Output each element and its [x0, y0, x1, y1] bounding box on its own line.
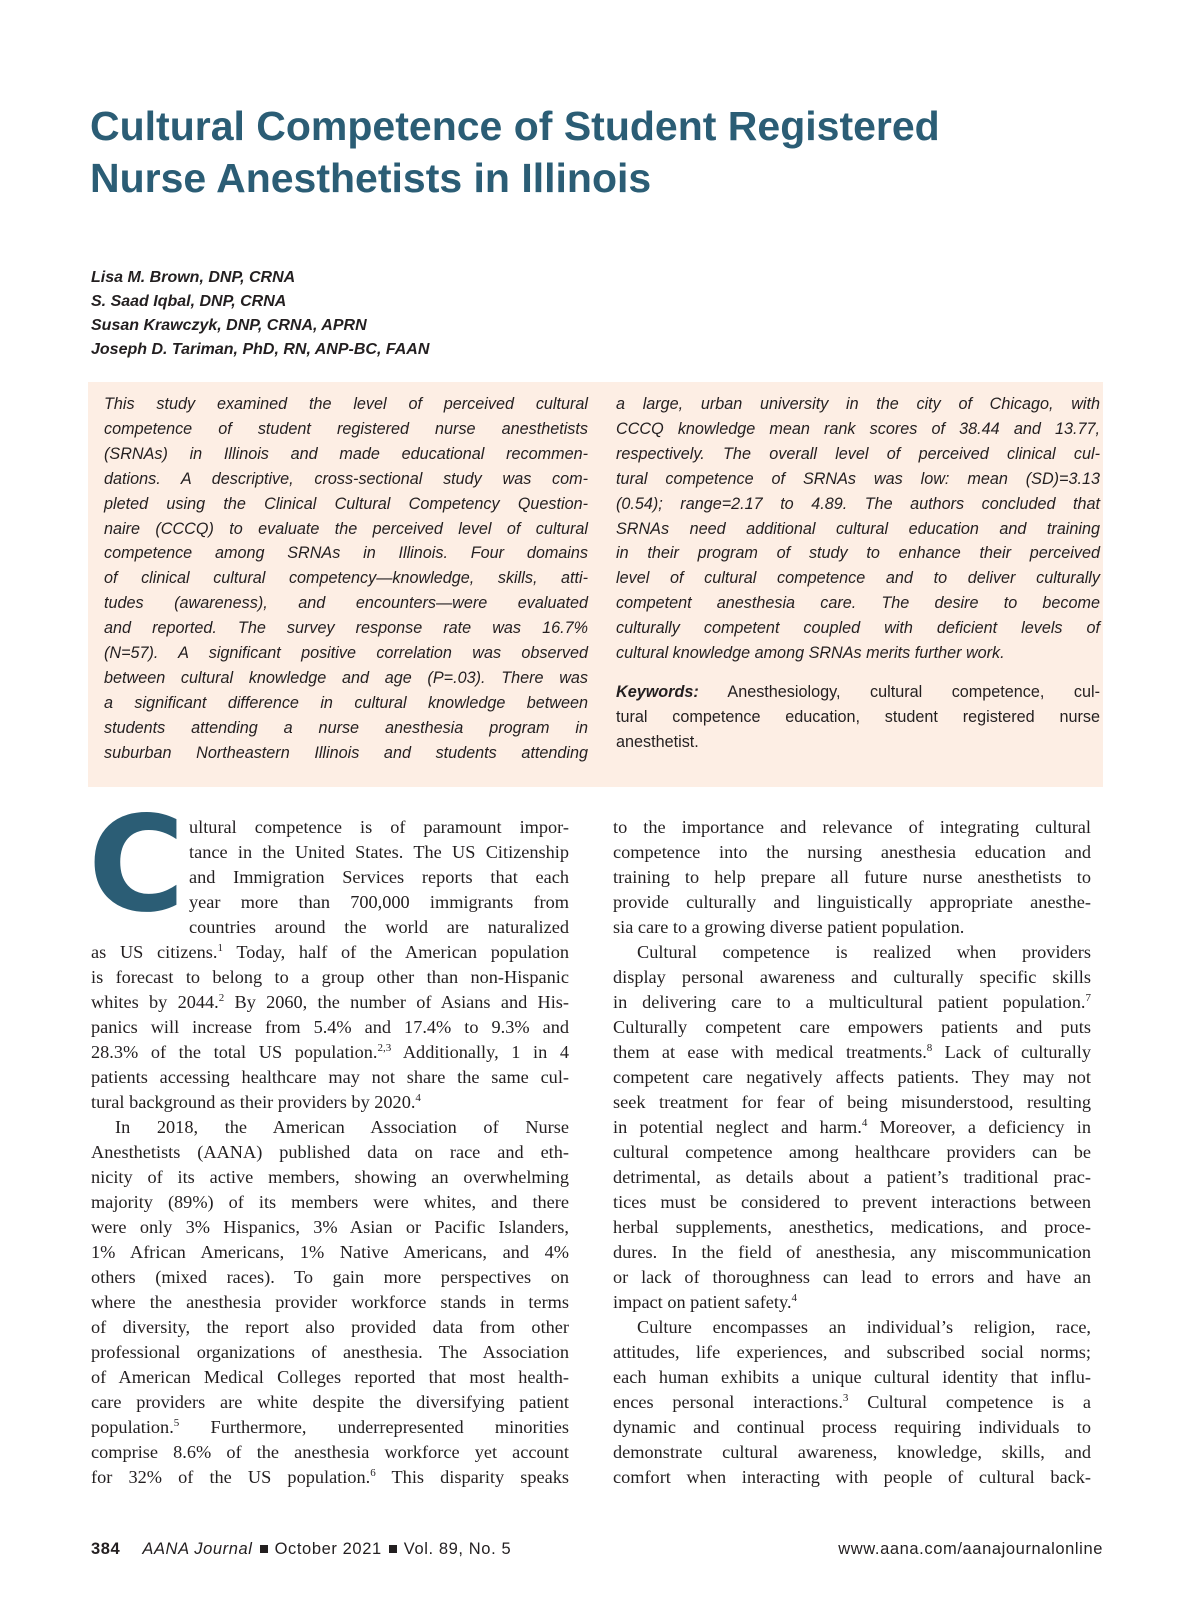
citation: 4 — [415, 1092, 421, 1104]
body-line: of diversity, the report also provided data from other — [91, 1317, 569, 1337]
article-title — [90, 100, 1090, 204]
citation: 8 — [926, 1042, 933, 1054]
body-line: in delivering care to a multicultural patient population.$^7$ — [613, 992, 1091, 1012]
abstract-left-column — [104, 392, 588, 766]
abstract-line: a large, urban university in the city of Chicago, with — [616, 395, 1100, 413]
body-line: provide culturally and linguistically appropriate anesthe- — [613, 892, 1091, 912]
abstract-line: dations. A descriptive, cross-sectional study was com- — [104, 469, 588, 488]
body-line: and Immigration Services reports that each — [189, 867, 569, 887]
body-line: were only 3% Hispanics, 3% Asian or Pacific Islanders, — [91, 1217, 569, 1237]
abstract-line: competent anesthesia care. The desire to become — [616, 594, 1100, 613]
article-title-line: Nurse Anesthetists in Illinois — [90, 155, 652, 201]
citation: 7 — [1085, 992, 1091, 1004]
body-line: care providers are white despite the diversifying patient — [91, 1392, 569, 1412]
citation: 4 — [791, 1292, 798, 1304]
volume-issue: Vol. 89, No. 5 — [403, 1540, 512, 1558]
keywords-text: Anesthesiology, cultural competence, cul- — [727, 683, 1100, 701]
citation: 2 — [218, 992, 225, 1004]
footer-citation — [91, 1540, 511, 1559]
body-line: year more than 700,000 immigrants from — [189, 892, 569, 912]
body-line: panics will increase from 5.4% and 17.4% to 9.3% and — [91, 1017, 569, 1037]
body-line: impact on patient safety.$^4$ — [613, 1292, 798, 1312]
abstract-line: pleted using the Clinical Cultural Competency Question- — [104, 494, 588, 513]
body-line: ultural competence is of paramount impor- — [189, 817, 569, 837]
drop-cap: C — [88, 788, 185, 942]
abstract-line: CCCQ knowledge mean rank scores of 38.44 and 13.77, — [616, 419, 1100, 438]
body-line: is forecast to belong to a group other than non-Hispanic — [91, 967, 569, 987]
citation: 6 — [370, 1467, 376, 1479]
abstract-line: level of cultural competence and to deliver culturally — [616, 569, 1100, 588]
keywords-text: tural competence education, student registered nurse — [616, 707, 1100, 726]
body-line: attitudes, life experiences, and subscribed social norms; — [613, 1342, 1091, 1362]
abstract-line: This study examined the level of perceived cultural — [104, 395, 588, 413]
body-line: dynamic and continual process requiring individuals to — [613, 1417, 1091, 1437]
body-line: Cultural competence is realized when providers — [637, 942, 1091, 962]
body-line: tural background as their providers by 2020.$^4$ — [91, 1092, 421, 1112]
journal-url[interactable]: www.aana.com/aanajournalonline — [838, 1540, 1103, 1558]
author: Susan Krawczyk, DNP, CRNA, APRN — [91, 317, 367, 334]
abstract-box — [88, 382, 1103, 787]
body-line: herbal supplements, anesthetics, medications, and proce- — [613, 1217, 1091, 1237]
citation: 2,3 — [377, 1042, 392, 1054]
abstract-line: competence among SRNAs in Illinois. Four domains — [104, 544, 588, 563]
abstract-line: respectively. The overall level of perceived clinical cul- — [616, 444, 1100, 463]
page-footer — [91, 1540, 1103, 1566]
body-line: training to help prepare all future nurse anesthetists to — [613, 867, 1091, 887]
author: Lisa M. Brown, DNP, CRNA — [91, 269, 296, 286]
abstract-right-column — [616, 392, 1100, 666]
body-line: nicity of its active members, showing an overwhelming — [91, 1167, 569, 1187]
body-line: 1% African Americans, 1% Native Americans, and 4% — [91, 1242, 569, 1262]
body-line: or lack of thoroughness can lead to errors and have an — [613, 1267, 1091, 1287]
square-separator-icon — [260, 1545, 268, 1553]
body-line: comprise 8.6% of the anesthesia workforce yet account — [91, 1442, 569, 1462]
body-line: where the anesthesia provider workforce stands in terms — [91, 1292, 569, 1312]
abstract-line: (N=57). A significant positive correlation was observed — [104, 644, 588, 663]
abstract-line: suburban Northeastern Illinois and students attending — [104, 743, 588, 762]
body-line: Culturally competent care empowers patients and puts — [613, 1017, 1091, 1037]
body-line: in potential neglect and harm.$^4$ Moreover, a deficiency in — [613, 1117, 1091, 1137]
abstract-line: culturally competent coupled with deficient levels of — [616, 619, 1100, 638]
body-line: competent care negatively affects patients. They may not — [613, 1067, 1091, 1087]
body-line: Culture encompasses an individual’s religion, race, — [637, 1317, 1091, 1337]
citation: 1 — [217, 942, 223, 954]
body-line: detrimental, as details about a patient’s traditional prac- — [613, 1167, 1091, 1187]
abstract-line: (0.54); range=2.17 to 4.89. The authors concluded that — [616, 494, 1100, 513]
body-line: whites by 2044.$^2$ By 2060, the number of Asians and His- — [91, 992, 569, 1012]
abstract-line: cultural knowledge among SRNAs merits further work. — [616, 644, 1005, 663]
body-line: display personal awareness and culturally specific skills — [613, 967, 1091, 987]
body-line: each human exhibits a unique cultural identity that influ- — [613, 1367, 1091, 1387]
body-line: comfort when interacting with people of cultural back- — [613, 1467, 1091, 1487]
keywords-label: Keywords: — [616, 683, 699, 701]
body-line: to the importance and relevance of integrating cultural — [613, 817, 1091, 837]
abstract-line: (SRNAs) in Illinois and made educational recommen- — [104, 444, 588, 463]
author: Joseph D. Tariman, PhD, RN, ANP-BC, FAAN — [91, 341, 430, 358]
issue-date: October 2021 — [274, 1540, 382, 1558]
citation: 5 — [173, 1417, 180, 1429]
body-left-column — [91, 815, 569, 1490]
abstract-line: competence of student registered nurse anesthetists — [104, 419, 588, 438]
body-line: professional organizations of anesthesia. The Association — [91, 1342, 569, 1362]
keywords-text: anesthetist. — [616, 732, 699, 751]
body-right-column — [613, 815, 1091, 1490]
article-title-line: Cultural Competence of Student Registered — [90, 103, 940, 149]
author-list — [91, 266, 429, 362]
body-line: as US citizens.$^1$ Today, half of the American population — [91, 942, 569, 962]
body-line: Anesthetists (AANA) published data on race and eth- — [91, 1142, 569, 1162]
body-line: In 2018, the American Association of Nurse — [115, 1117, 569, 1137]
body-line: countries around the world are naturalized — [189, 917, 569, 937]
body-line: seek treatment for fear of being misunderstood, resulting — [613, 1092, 1091, 1112]
abstract-line: students attending a nurse anesthesia program in — [104, 718, 588, 737]
keywords — [616, 680, 1100, 755]
body-line: them at ease with medical treatments.$^8$ Lack of culturally — [613, 1042, 1091, 1062]
body-line: for 32% of the US population.$^6$ This disparity speaks — [91, 1467, 569, 1487]
abstract-line: a significant difference in cultural knowledge between — [104, 693, 588, 712]
citation: 3 — [842, 1392, 849, 1404]
body-line: dures. In the field of anesthesia, any miscommunication — [613, 1242, 1091, 1262]
abstract-line: and reported. The survey response rate was 16.7% — [104, 619, 588, 638]
abstract-line: in their program of study to enhance their perceived — [616, 544, 1100, 563]
body-line: cultural competence among healthcare providers can be — [613, 1142, 1091, 1162]
citation: 4 — [861, 1117, 868, 1129]
body-line: demonstrate cultural awareness, knowledge, skills, and — [613, 1442, 1091, 1462]
body-line: patients accessing healthcare may not share the same cul- — [91, 1067, 569, 1087]
author: S. Saad Iqbal, DNP, CRNA — [91, 293, 287, 310]
abstract-line: naire (CCCQ) to evaluate the perceived level of cultural — [104, 519, 588, 538]
abstract-line: tudes (awareness), and encounters—were evaluated — [104, 594, 588, 613]
abstract-line: of clinical cultural competency—knowledge, skills, atti- — [104, 569, 588, 588]
body-line: majority (89%) of its members were whites, and there — [91, 1192, 569, 1212]
body-line: others (mixed races). To gain more perspectives on — [91, 1267, 569, 1287]
page-number: 384 — [91, 1540, 121, 1558]
abstract-line: between cultural knowledge and age (P=.03). There was — [104, 668, 588, 687]
abstract-line: SRNAs need additional cultural education and training — [616, 519, 1100, 538]
square-separator-icon — [389, 1545, 397, 1553]
journal-name: AANA Journal — [142, 1540, 253, 1558]
body-line: 28.3% of the total US population.$^{2,3}$ Additionally, 1 in 4 — [91, 1042, 570, 1062]
body-line: ences personal interactions.$^3$ Cultural competence is a — [613, 1392, 1091, 1412]
abstract-line: tural competence of SRNAs was low: mean (SD)=3.13 — [616, 469, 1100, 488]
body-line: competence into the nursing anesthesia education and — [613, 842, 1091, 862]
body-line: population.$^5$ Furthermore, underrepresented minorities — [91, 1417, 569, 1437]
body-line: tices must be considered to prevent interactions between — [613, 1192, 1091, 1212]
body-line: sia care to a growing diverse patient population. — [613, 917, 965, 937]
body-line: tance in the United States. The US Citizenship — [189, 842, 569, 862]
body-line: of American Medical Colleges reported that most health- — [91, 1367, 569, 1387]
